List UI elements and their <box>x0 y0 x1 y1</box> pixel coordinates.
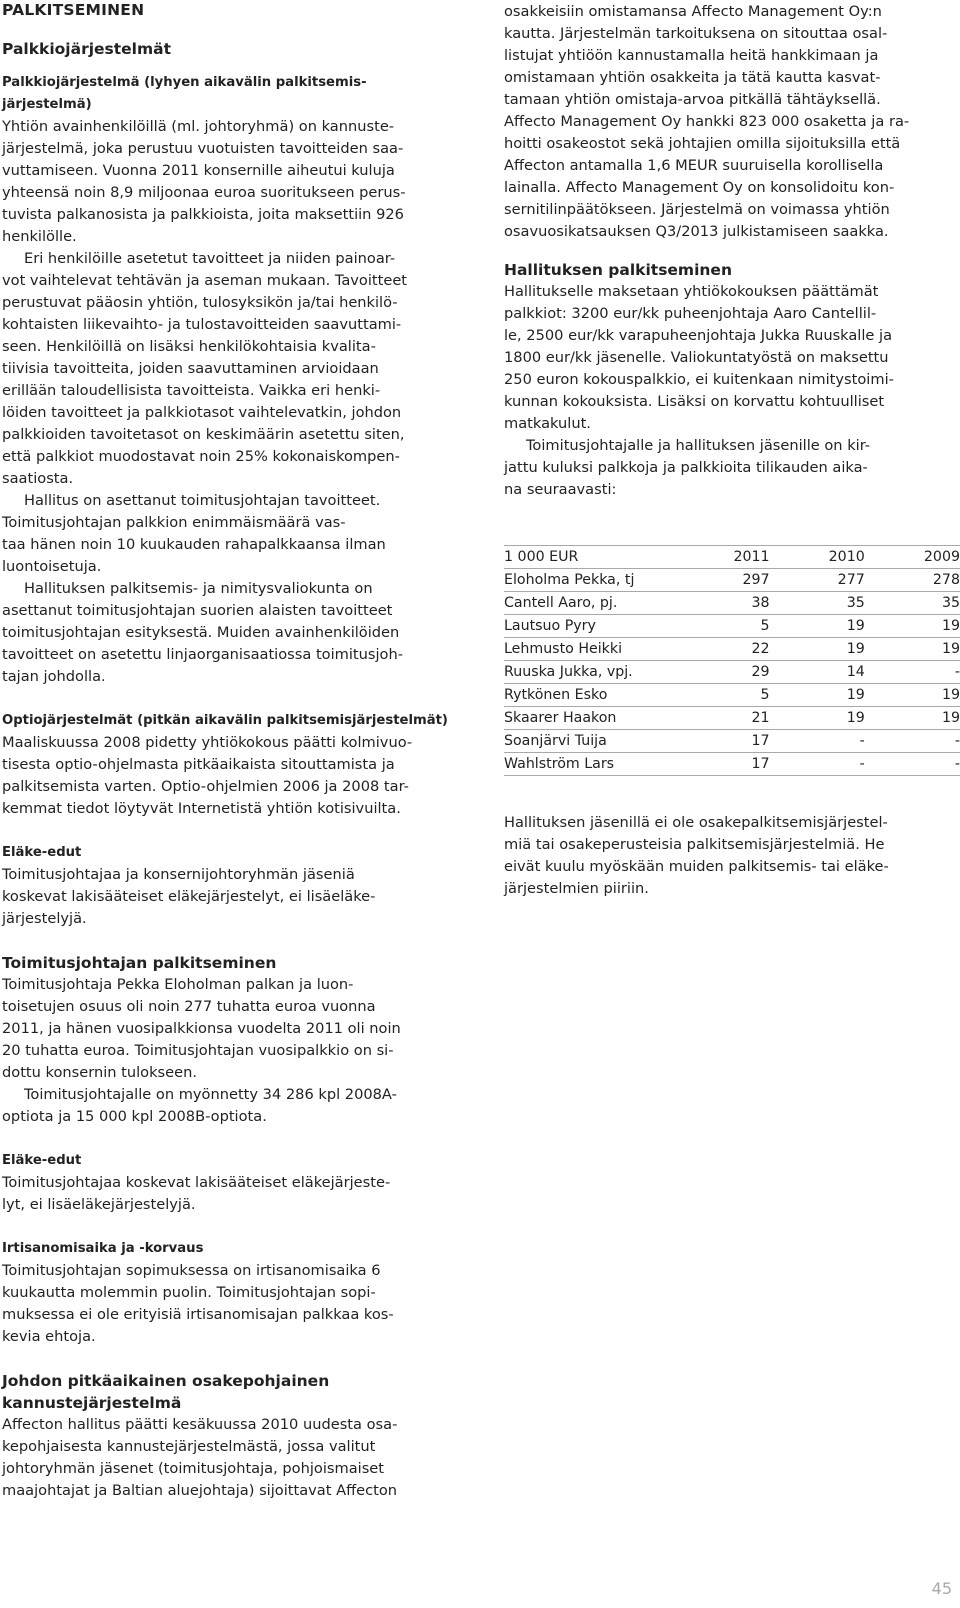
table-value-cell: 35 <box>865 592 960 615</box>
table-name-cell: Ruuska Jukka, vpj. <box>504 661 674 684</box>
table-header-cell: 2010 <box>770 546 865 569</box>
table-value-cell: 19 <box>770 707 865 730</box>
table-name-cell: Skaarer Haakon <box>504 707 674 730</box>
paragraph-kannustejarjestelma: Yhtiön avainhenkilöillä (ml. johtoryhmä) on kannuste- järjestelmä, joka perustuu vuotuisten tavoitteiden saa- vuttamiseen. Vuonna 2011 konsernille aiheutui kuluja yhteensä noin 8,9 miljoonaa euroa suoritukseen perus- tuvista palkanosista ja palkkioista, joita maksettiin 926 henkilölle. <box>2 118 406 245</box>
table-name-cell: Rytkönen Esko <box>504 684 674 707</box>
paragraph-optio: Maaliskuussa 2008 pidetty yhtiökokous päätti kolmivuo- tisesta optio-ohjelmasta pitkäaikaista sitouttamista ja palkitsemista varten. Optio-ohjelmien 2006 ja 2008 tar- kemmat tiedot löytyvät Internetistä yhtiön kotisivuilta. <box>2 734 413 817</box>
table-row <box>504 684 960 707</box>
table-value-cell: 19 <box>770 684 865 707</box>
heading-elake-edut-2: Eläke-edut <box>2 1153 82 1168</box>
table-value-cell: 19 <box>865 684 960 707</box>
table-value-cell: - <box>770 730 865 753</box>
table-value-cell: 35 <box>770 592 865 615</box>
table-value-cell: 17 <box>674 730 769 753</box>
table-value-cell: - <box>865 753 960 776</box>
table-row <box>504 615 960 638</box>
fees-table <box>504 545 960 776</box>
heading-palkkiojarjestelmat: Palkkiojärjestelmät <box>2 40 172 58</box>
heading-elake-edut-1: Eläke-edut <box>2 845 82 860</box>
table-value-cell: 297 <box>674 569 769 592</box>
heading-irtisanomisaika: Irtisanomisaika ja -korvaus <box>2 1241 204 1256</box>
table-name-cell: Soanjärvi Tuija <box>504 730 674 753</box>
heading-osakepohjainen-kannuste: Johdon pitkäaikainen osakepohjainen kannustejärjestelmä <box>2 1372 330 1412</box>
table-value-cell: 21 <box>674 707 769 730</box>
paragraph-hallitus-tavoitteet: Hallitus on asettanut toimitusjohtajan tavoitteet. Toimitusjohtajan palkkion enimmäismäärä vas- taa hänen noin 10 kuukauden rahapalkkaansa ilman luontoisetuja. <box>2 492 386 575</box>
table-row <box>504 753 960 776</box>
table-value-cell: 14 <box>770 661 865 684</box>
table-header-cell: 2009 <box>865 546 960 569</box>
paragraph-elake-edut-1: Toimitusjohtajaa ja konsernijohtoryhmän jäseniä koskevat lakisääteiset eläkejärjestelyt, ei lisäeläke- järjestelyjä. <box>2 866 376 927</box>
table-value-cell: - <box>865 730 960 753</box>
table-value-cell: - <box>770 753 865 776</box>
table-row <box>504 707 960 730</box>
table-header-cell: 2011 <box>674 546 769 569</box>
paragraph-toimitusjohtaja-palkka: Toimitusjohtaja Pekka Eloholman palkan ja luon- toisetujen osuus oli noin 277 tuhatta euroa vuonna 2011, ja hänen vuosipalkkionsa vuodelta 2011 oli noin 20 tuhatta euroa. Toimitusjohtajan vuosipalkkio on si- dottu konsernin tulokseen. <box>2 976 401 1081</box>
heading-hallituksen-palkitseminen: Hallituksen palkitseminen <box>504 261 732 279</box>
page-number: 45 <box>931 1579 952 1598</box>
table-row <box>504 661 960 684</box>
table-name-cell: Eloholma Pekka, tj <box>504 569 674 592</box>
table-value-cell: 19 <box>865 615 960 638</box>
paragraph-elake-edut-2: Toimitusjohtajaa koskevat lakisääteiset eläkejärjeste- lyt, ei lisäeläkejärjestelyjä. <box>2 1174 391 1213</box>
paragraph-osakepohjainen-kannuste: Affecton hallitus päätti kesäkuussa 2010 uudesta osa- kepohjaisesta kannustejärjestelmästä, jossa valitut johtoryhmän jäsenet (toimitusjohtaja, pohjoismaiset maajohtajat ja Baltian aluejohtaja) sijoittavat Affecton <box>2 1416 398 1499</box>
right-column <box>504 1 960 900</box>
heading-optiojarjestelmat: Optiojärjestelmät (pitkän aikavälin palkitsemisjärjestelmät) <box>2 713 448 728</box>
left-column <box>2 0 448 1502</box>
table-header-cell: 1 000 EUR <box>504 546 674 569</box>
paragraph-kulut-tilikausi: Toimitusjohtajalle ja hallituksen jäsenille on kir- jattu kuluksi palkkoja ja palkkioita tilikauden aika- na seuraavasti: <box>504 437 871 498</box>
table-name-cell: Lehmusto Heikki <box>504 638 674 661</box>
table-value-cell: - <box>865 661 960 684</box>
paragraph-ei-osakepalkitsemista: Hallituksen jäsenillä ei ole osakepalkitsemisjärjestel- miä tai osakeperusteisia palkitsemisjärjestelmiä. He eivät kuulu myöskään muiden palkitsemis- tai eläke- järjestelmien piiriin. <box>504 814 889 897</box>
table-value-cell: 17 <box>674 753 769 776</box>
table-name-cell: Lautsuo Pyry <box>504 615 674 638</box>
table-value-cell: 277 <box>770 569 865 592</box>
table-row <box>504 638 960 661</box>
paragraph-irtisanomisaika: Toimitusjohtajan sopimuksessa on irtisanomisaika 6 kuukautta molemmin puolin. Toimitusjohtajan sopi- muksessa ei ole erityisiä irtisanomisajan palkkaa kos- kevia ehtoja. <box>2 1262 394 1345</box>
table-value-cell: 5 <box>674 684 769 707</box>
paragraph-hallitus-palkkiot: Hallitukselle maksetaan yhtiökokouksen päättämät palkkiot: 3200 eur/kk puheenjohtaja Aaro Cantellil- le, 2500 eur/kk varapuheenjohtaja Jukka Ruuskalle ja 1800 eur/kk jäsenelle. Valiokuntatyöstä on maksettu 250 euron kokouspalkkio, ei kuitenkaan nimitystoimi- kunnan kokouksista. Lisäksi on korvattu kohtuulliset matkakulut. <box>504 283 894 432</box>
paragraph-toimitusjohtaja-optiot: Toimitusjohtajalle on myönnetty 34 286 kpl 2008A- optiota ja 15 000 kpl 2008B-optiota. <box>2 1086 397 1125</box>
table-name-cell: Wahlström Lars <box>504 753 674 776</box>
table-value-cell: 19 <box>865 638 960 661</box>
table-value-cell: 19 <box>770 638 865 661</box>
table-row <box>504 569 960 592</box>
table-row <box>504 592 960 615</box>
section-title: PALKITSEMINEN <box>2 1 145 19</box>
table-name-cell: Cantell Aaro, pj. <box>504 592 674 615</box>
paragraph-tavoitteet: Eri henkilöille asetetut tavoitteet ja niiden painoar- vot vaihtelevat tehtävän ja aseman mukaan. Tavoitteet perustuvat pääosin yhtiön, tulosyksikön ja/tai henkilö- kohtaisten liikevaihto- ja tulostavoitteiden saavuttami- seen. Henkilöillä on lisäksi henkilökohtaisia kvalita- tiivisia tavoitteita, joiden saavuttaminen arvioidaan erillään taloudellisista tavoitteista. Vaikka eri henki- löiden tavoitteet ja palkkiotasot vaihtelevatkin, johdon palkkioiden tavoitetasot on keskimäärin asetettu siten, että palkkiot muodostavat noin 25% kokonaiskompen- saatiosta. <box>2 250 408 487</box>
paragraph-valiokunta: Hallituksen palkitsemis- ja nimitysvaliokunta on asettanut toimitusjohtajan suorien alaisten tavoitteet toimitusjohtajan esityksestä. Muiden avainhenkilöiden tavoitteet on asetettu linjaorganisaatiossa toimitusjoh- tajan johdolla. <box>2 580 403 685</box>
table-value-cell: 5 <box>674 615 769 638</box>
table-value-cell: 29 <box>674 661 769 684</box>
table-value-cell: 19 <box>865 707 960 730</box>
table-header-row <box>504 546 960 569</box>
table-row <box>504 730 960 753</box>
table-value-cell: 19 <box>770 615 865 638</box>
heading-lyhyt-aikavali: Palkkiojärjestelmä (lyhyen aikavälin palkitsemis- järjestelmä) <box>2 75 367 112</box>
table-value-cell: 22 <box>674 638 769 661</box>
table-value-cell: 38 <box>674 592 769 615</box>
heading-toimitusjohtajan-palkitseminen: Toimitusjohtajan palkitseminen <box>2 954 277 972</box>
table-value-cell: 278 <box>865 569 960 592</box>
paragraph-affecto-management: osakkeisiin omistamansa Affecto Management Oy:n kautta. Järjestelmän tarkoituksena on sitouttaa osal- listujat yhtiöön kannustamalla heitä hankkimaan ja omistamaan yhtiön osakkeita ja tätä kautta kasvat- tamaan yhtiön omistaja-arvoa pitkällä tähtäyksellä. Affecto Management Oy hankki 823 000 osaketta ja ra- hoitti osakeostot sekä johtajien omilla sijoituksilla että Affecton antamalla 1,6 MEUR suuruisella korollisella lainalla. Affecto Management Oy on konsolidoitu kon- sernitilinpäätökseen. Järjestelmä on voimassa yhtiön osavuosikatsauksen Q3/2013 julkistamiseen saakka. <box>504 3 910 240</box>
